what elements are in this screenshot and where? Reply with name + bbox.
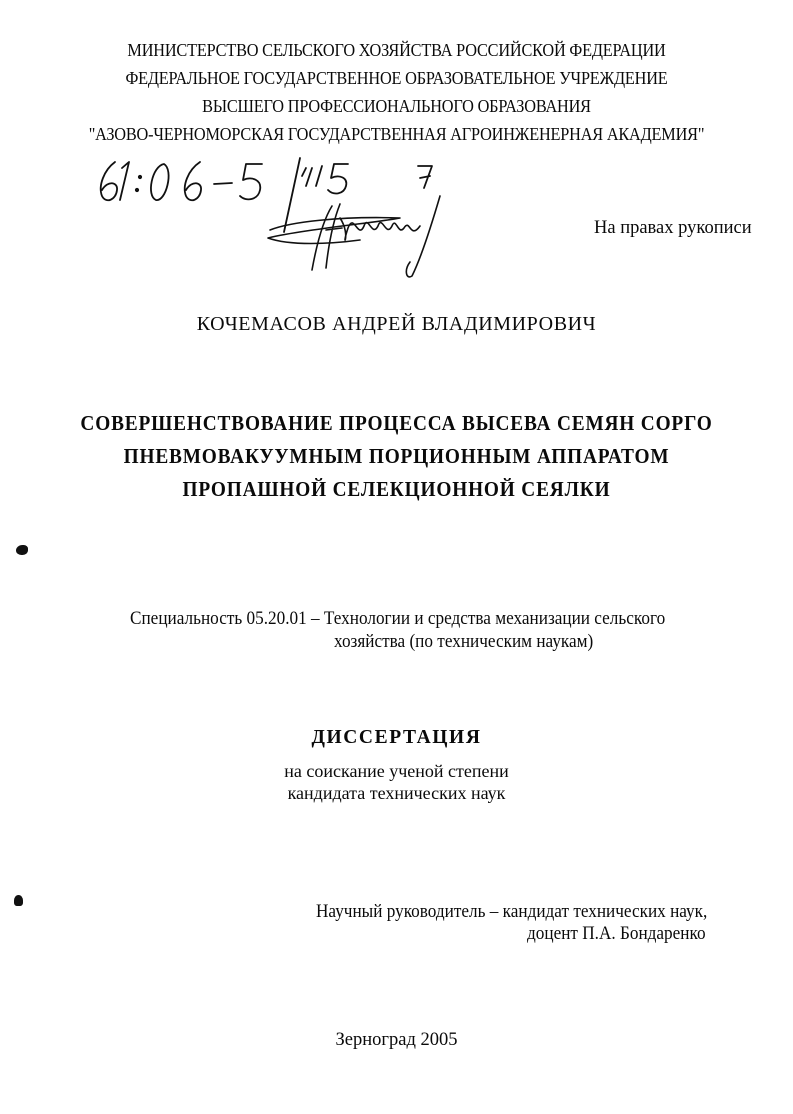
handwritten-catalog-number bbox=[0, 0, 793, 300]
supervisor-line-1: Научный руководитель – кандидат технических наук, bbox=[316, 902, 708, 922]
degree-line-1: на соискание ученой степени bbox=[284, 761, 509, 781]
academy-name-line: "АЗОВО-ЧЕРНОМОРСКАЯ ГОСУДАРСТВЕННАЯ АГРОИНЖЕНЕРНАЯ АКАДЕМИЯ" bbox=[88, 124, 705, 144]
specialty-line-1: Специальность 05.20.01 – Технологии и средства механизации сельского bbox=[130, 609, 666, 629]
education-level-line: ВЫСШЕГО ПРОФЕССИОНАЛЬНОГО ОБРАЗОВАНИЯ bbox=[202, 96, 591, 116]
title-line-3: ПРОПАШНОЙ СЕЛЕКЦИОННОЙ СЕЯЛКИ bbox=[182, 477, 611, 501]
title-line-2: ПНЕВМОВАКУУМНЫМ ПОРЦИОННЫМ АППАРАТОМ bbox=[123, 444, 670, 468]
degree-line-2: кандидата технических наук bbox=[287, 783, 506, 803]
specialty-line-2: хозяйства (по техническим наукам) bbox=[334, 632, 594, 652]
ministry-line: МИНИСТЕРСТВО СЕЛЬСКОГО ХОЗЯЙСТВА РОССИЙСКОЙ ФЕДЕРАЦИИ bbox=[127, 40, 666, 60]
scan-artifact bbox=[14, 895, 23, 906]
supervisor-line-2: доцент П.А. Бондаренко bbox=[527, 924, 706, 944]
dissertation-label: ДИССЕРТАЦИЯ bbox=[311, 727, 482, 748]
signature bbox=[268, 196, 440, 277]
title-line-1: СОВЕРШЕНСТВОВАНИЕ ПРОЦЕССА ВЫСЕВА СЕМЯН СОРГО bbox=[80, 411, 713, 435]
city-year: Зерноград 2005 bbox=[335, 1030, 458, 1050]
scan-artifact bbox=[16, 545, 28, 555]
institution-type-line: ФЕДЕРАЛЬНОЕ ГОСУДАРСТВЕННОЕ ОБРАЗОВАТЕЛЬНОЕ УЧРЕЖДЕНИЕ bbox=[125, 68, 668, 88]
manuscript-rights-note: На правах рукописи bbox=[594, 218, 752, 238]
author-name: КОЧЕМАСОВ АНДРЕЙ ВЛАДИМИРОВИЧ bbox=[196, 313, 597, 335]
